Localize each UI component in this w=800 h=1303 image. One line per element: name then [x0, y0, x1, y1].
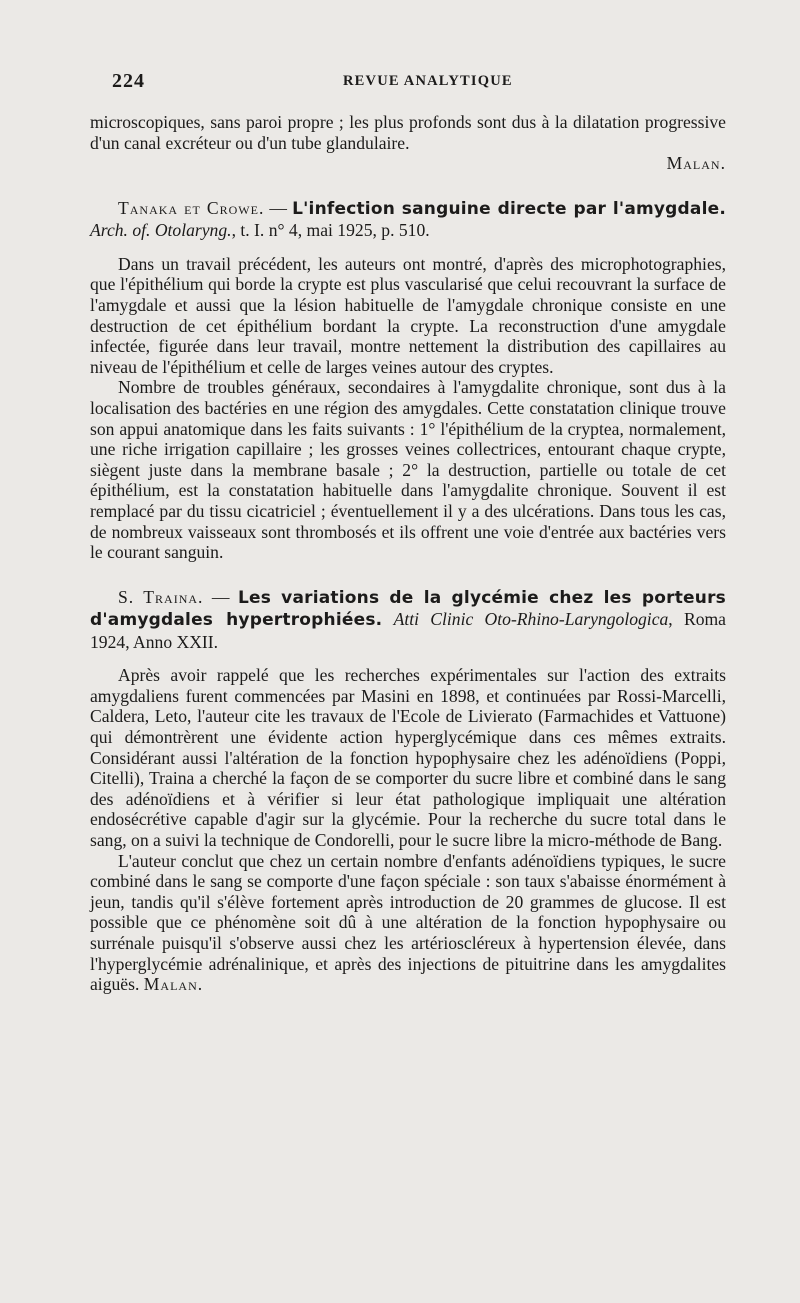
article-source: Atti Clinic Oto-Rhino-Laryngologica [393, 609, 669, 630]
article-heading [90, 587, 726, 654]
article-heading [90, 198, 726, 242]
paragraph-text: L'auteur conclut que chez un certain nombre d'enfants adénoïdiens typiques, le sucre combiné dans le sang se comporte d'une façon spéciale : son taux s'abaisse énormément à jeun, tandis qu'il s'élève fortement après introduction de 20 grammes de glucose. Il est possible que ce phénomène soit dû à une altération de la fonction hypophysaire ou surrénale puisqu'il s'observe aussi chez les artérioscléreux à hypertension élevée, dans l'hyperglycémie adrénalinique, et après des injections de pituitrine dans les amygdalites aiguës. [90, 850, 726, 995]
text-column [90, 112, 726, 995]
running-title: REVUE ANALYTIQUE [343, 73, 513, 89]
page-number: 224 [112, 70, 145, 92]
article-paragraph: Après avoir rappelé que les recherches expérimentales sur l'action des extraits amygdaliens furent commencées par Masini en 1898, et continuées par Rossi-Marcelli, Caldera, Leto, l'auteur cite les travaux de l'Ecole de Livierato (Farmachides et Vattuone) qui démontrèrent une évidente action hyperglycémique dans ces mêmes extraits. Considérant aussi l'altération de la fonction hypophysaire chez les adénoïdiens (Poppi, Citelli), Traina a cherché la façon de se comporter du sucre libre et combiné dans le sang des adénoïdiens et à vérifier si leur état pathologique impliquait une altération endosécrétive capable d'agir sur la glycémie. Pour la recherche du sucre total dans le sang, on a suivi la technique de Condorelli, pour le sucre libre la micro-méthode de Bang. [90, 665, 726, 850]
continuation-signature: Malan. [666, 153, 726, 174]
page-header [0, 64, 800, 94]
heading-dash: — [264, 197, 293, 218]
article-title: L'infection sanguine directe par l'amygdale. [292, 198, 727, 219]
article-title: Les variations de la glycémie chez les porteurs d'amygdales hypertrophiées. [90, 587, 726, 631]
article-authors: S. Traina. [118, 586, 204, 607]
article-signature: Malan. [143, 974, 204, 995]
article-authors: Tanaka et Crowe. [118, 197, 265, 218]
article-source-details: , Roma 1924, Anno XXII. [90, 609, 726, 652]
article-source: Arch. of. Otolaryng. [90, 220, 232, 241]
article-paragraph: Dans un travail précédent, les auteurs ont montré, d'après des microphotographies, que l'épithélium qui borde la crypte est plus vascularisé que celui recouvrant la surface de l'amygdale et aussi que la lésion habituelle de l'amygdale chronique consiste en une destruction de cet épithélium bordant la crypte. La reconstruction d'une amygdale infectée, figurée dans leur travail, montre nettement la distribution des capillaires au niveau de l'épithélium et celle de larges veines autour des cryptes. [90, 253, 726, 377]
article-source-details: , t. I. n° 4, mai 1925, p. 510. [231, 220, 430, 241]
article-paragraph [90, 851, 726, 995]
article-paragraph: Nombre de troubles généraux, secondaires à l'amygdalite chronique, sont dus à la localisation des bactéries en une région des amygdales. Cette constatation clinique trouve son appui anatomique dans les faits suivants : 1° l'épithélium de la cryptea, normalement, une riche irrigation capillaire ; les grosses veines collectrices, entourant chaque crypte, siègent juste dans la membrane basale ; 2° la destruction, partielle ou totale de cet épithélium, est la constatation habituelle dans l'amygdalite chronique. Souvent il est remplacé par du tissu cicatriciel ; éventuellement il y a des ulcérations. Dans tous les cas, de nombreux vaisseaux sont thrombosés et ils offrent une voie d'entrée aux bactéries vers le courant sanguin. [90, 377, 726, 563]
continuation-paragraph: microscopiques, sans paroi propre ; les plus profonds sont dus à la dilatation progressive d'un canal excréteur ou d'un tube glandulaire. [90, 112, 726, 153]
heading-dash: — [203, 586, 238, 607]
